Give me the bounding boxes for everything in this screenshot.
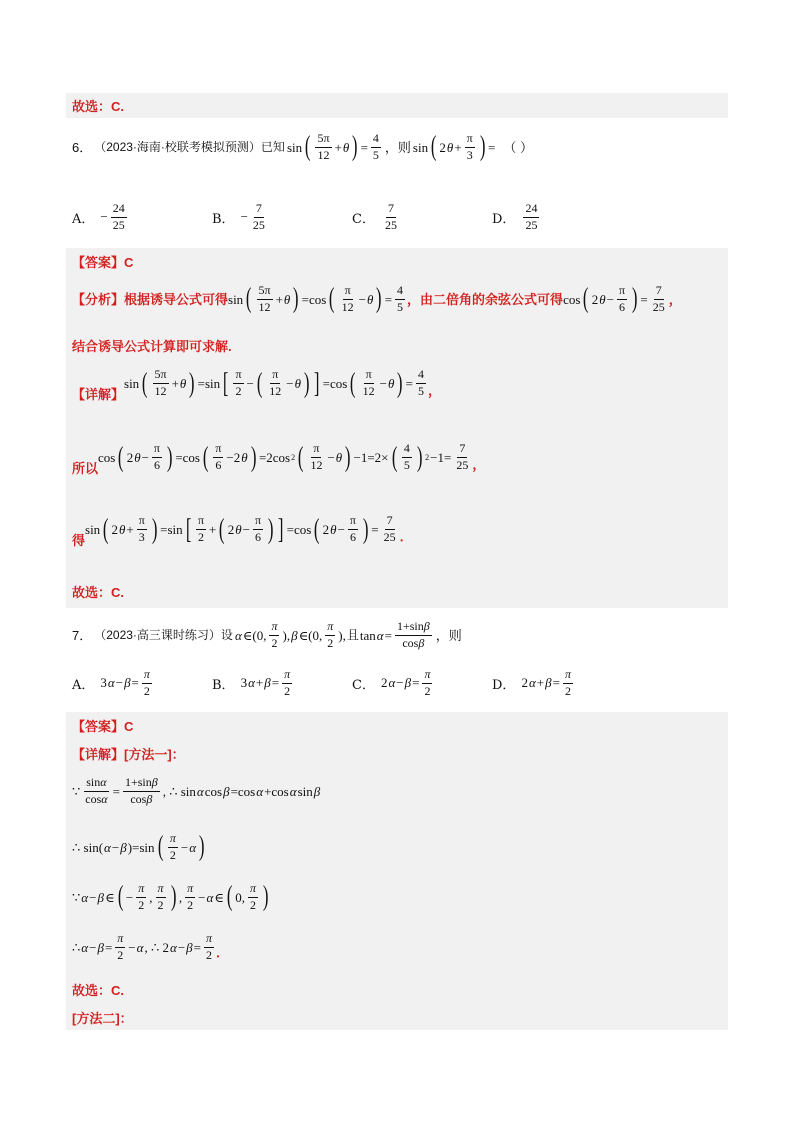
- q6-analysis: [72, 284, 682, 315]
- option-value: 3 α + β = $\frac{\pi}{2}$: [240, 667, 291, 698]
- q7-option-a[interactable]: [72, 668, 154, 699]
- detail-eq3: sin ( 2 θ + $\frac{\pi}{3}$ ) =sin [ $\frac{\pi}{2}$ + ( 2 θ − $\frac{\pi}{6}$ ) ] =cos ( 2 θ − $\frac{\pi}{6}$ ) = $\frac{7}{25}$: [85, 513, 396, 545]
- q7-step2: [72, 832, 206, 863]
- prev-answer-select: 故选：C.: [72, 99, 125, 114]
- detail-eq2: cos ( 2 θ − $\frac{\pi}{6}$ ) =cos ( $\frac{\pi}{6}$ −2 θ ) =2cos 2 ( $\frac{\pi}{12}$ − θ ) −1=2× ( $\frac{4}{5}$ ) 2 −1= $\frac{7}{25}$: [98, 441, 469, 473]
- option-label: C．: [352, 677, 375, 693]
- step3-eq: ∵ α − β ∈ ( − $\frac{\pi}{2}$ , $\frac{\pi}{2}$ ) , $\frac{\pi}{2}$ − α ∈ ( 0, $\frac{\pi}{2}$ ): [72, 881, 269, 913]
- analysis-eq1: sin ( $\frac{5\pi}{12}$ + θ ) =cos ( $\frac{\pi}{12}$ − θ ) = $\frac{4}{5}$: [228, 283, 404, 315]
- option-label: B．: [212, 211, 235, 227]
- option-label: D．: [492, 211, 516, 227]
- q6-option-b[interactable]: [212, 202, 269, 233]
- q7-then: ，则: [435, 627, 462, 643]
- q6-condition: sin ( $\frac{5\pi}{12}$ + θ ) = $\frac{4}{5}$: [286, 131, 379, 163]
- step1-eq: ∵ $\frac{\sin\alpha}{\cos\alpha}$ = $\frac{1+\sin\beta}{\cos\beta}$ , ∴ sin α cos β =cos α +cos α sin β: [72, 775, 321, 806]
- get-label: 得: [72, 533, 86, 548]
- option-label: B．: [212, 677, 235, 693]
- q6-ask: sin ( 2 θ + $\frac{\pi}{3}$ ) =: [412, 131, 496, 163]
- q6-detail-1: [72, 366, 441, 401]
- option-value: − $\frac{7}{25}$: [240, 201, 265, 232]
- detail-eq1: sin ( $\frac{5\pi}{12}$ + θ ) =sin [ $\frac{\pi}{2}$ − ( $\frac{\pi}{12}$ − θ ) ] =cos ( $\frac{\pi}{12}$ − θ ) = $\frac{4}{5}$: [124, 367, 425, 399]
- q6-option-d[interactable]: [492, 202, 541, 233]
- option-label: C．: [352, 211, 375, 227]
- q7-method2: [方法二]：: [72, 1011, 133, 1026]
- option-value: $\frac{7}{25}$: [384, 201, 397, 232]
- q6-stem: [72, 132, 533, 163]
- q7-option-c[interactable]: [352, 668, 434, 699]
- q7-step3: [72, 882, 270, 913]
- analysis-line2: 结合诱导公式计算即可求解.: [72, 339, 232, 354]
- q6-paren: （ ）: [503, 139, 534, 155]
- q7-condition: α ∈(0, $\frac{\pi}{2}$ ), β ∈(0, $\frac{\pi}{2}$ ), 且 tan α = $\frac{1+\sin\beta}{\cos\beta}$: [234, 619, 430, 650]
- option-value: 2 α + β = $\frac{\pi}{2}$: [521, 667, 571, 698]
- q6-answer: 【答案】C: [72, 255, 134, 270]
- q7-detail-label: 【详解】[方法一]：: [72, 747, 185, 762]
- step2-eq: ∴ sin( α − β )=sin ( $\frac{\pi}{2}$ − α ): [72, 831, 205, 863]
- q6-select: 故选：C.: [72, 585, 125, 600]
- analysis-end: ，: [668, 291, 682, 307]
- comma: ，: [428, 383, 442, 398]
- q6-source: （2023·海南·校联考模拟预测）已知: [94, 140, 285, 155]
- option-value: 2 α − β = $\frac{\pi}{2}$: [380, 667, 431, 698]
- q7-option-b[interactable]: [212, 668, 294, 699]
- option-label: D．: [492, 677, 516, 693]
- step4-eq: ∴ α − β = $\frac{\pi}{2}$ − α , ∴ 2 α − β = $\frac{\pi}{2}$: [72, 931, 213, 962]
- option-value: 3 α − β = $\frac{\pi}{2}$: [100, 667, 150, 698]
- analysis-label: 【分析】根据诱导公式可得: [72, 291, 229, 307]
- period: ．: [399, 529, 413, 544]
- q6-number: 6．: [72, 139, 93, 155]
- comma: ，: [472, 457, 486, 472]
- q7-answer: 【答案】C: [72, 719, 134, 734]
- q6-detail-2: [72, 440, 485, 475]
- q7-number: 7．: [72, 627, 93, 643]
- q7-source: （2023·高三课时练习）设: [94, 628, 233, 643]
- highlight-band-top: [66, 93, 728, 118]
- q6-option-a[interactable]: [72, 202, 129, 233]
- option-value: − $\frac{24}{25}$: [100, 201, 125, 232]
- q7-step1: [72, 776, 320, 807]
- q7-step4: [72, 932, 229, 963]
- option-label: A．: [72, 677, 95, 693]
- period: ．: [216, 944, 230, 960]
- analysis-eq2: cos ( 2 θ − $\frac{\pi}{6}$ ) = $\frac{7}{25}$: [563, 283, 665, 315]
- q6-option-c[interactable]: [352, 202, 401, 233]
- q6-detail-3: [72, 512, 413, 547]
- q7-option-d[interactable]: [492, 668, 575, 699]
- option-label: A．: [72, 211, 95, 227]
- detail-label: 【详解】: [72, 387, 125, 402]
- option-value: $\frac{24}{25}$: [525, 201, 538, 232]
- so-label: 所以: [72, 461, 99, 476]
- q7-select: 故选：C.: [72, 983, 125, 998]
- q6-then: ，则: [384, 139, 411, 155]
- analysis-mid: ，由二倍角的余弦公式可得: [407, 291, 564, 307]
- q7-stem: [72, 620, 462, 651]
